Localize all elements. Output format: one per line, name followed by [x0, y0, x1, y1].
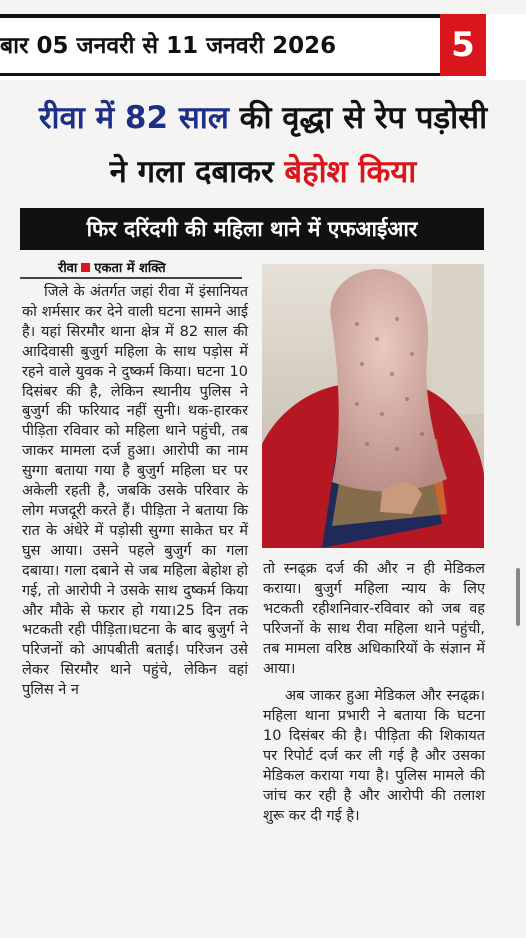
headline-highlight-red: बेहोश किया — [284, 154, 417, 190]
masthead-rule-top — [0, 14, 440, 18]
headline-text: ने गला दबाकर — [109, 154, 285, 190]
article-column-1 — [22, 283, 248, 701]
article-column-2 — [263, 560, 485, 827]
headline-line-1 — [0, 96, 526, 138]
byline-square-icon — [81, 263, 90, 272]
byline — [58, 258, 166, 276]
scrollbar[interactable] — [516, 568, 520, 626]
veiled-woman-photo-icon — [262, 264, 484, 548]
article-paragraph: जिले के अंतर्गत जहां रीवा में इंसानियत को शर्मसार कर देने वाली घटना सामने आई है। यहां सिरमौर थाना क्षेत्र में 82 साल की आदिवासी बुजुर्ग महिला के साथ पड़ोस में रहने वाले युवक ने दुष्कर्म किया। घटना 10 दिसंबर की है, लेकिन स्थानीय पुलिस ने बुजुर्ग की फरियाद नहीं सुनी। थक-हारकर पीड़िता रविवार को महिला थाने पहुंची, तब जाकर मामला दर्ज हुआ। आरोपी का नाम सुग्गा बताया गया है बुजुर्ग महिला घर पर अकेली रहती है, जबकि उसके परिवार के लोग मजदूरी करते हैं। पीड़िता ने बताया कि रात के अंधेरे में पड़ोसी सुग्गा साकेत घर में घुस आया। उसने पहले बुजुर्ग का गला दबाया। गला दबाने से जब महिला बेहोश हो गई, तो आरोपी ने उसके साथ दुष्कर्म किया और मौके से फरार हो गया।25 दिन तक भटकती रही पीड़िता।घटना के बाद बुजुर्ग ने परिजनों को आपबीती बताई। परिजन उसे लेकर सिरमौर थाने पहुंचे, लेकिन वहां पुलिस ने न — [22, 284, 248, 699]
article-paragraph: तो स्नढ्क्र दर्ज की और न ही मेडिकल कराया। बुजुर्ग महिला न्याय के लिए भटकती रहीशनिवार-रविवार को जब वह परिजनों के साथ रीवा महिला थाने पहुंची, तब मामला वरिष्ठ अधिकारियों के संज्ञान में आया। — [263, 561, 485, 677]
news-photo — [262, 264, 484, 548]
byline-rule — [20, 277, 242, 279]
masthead-rule-bottom — [0, 73, 440, 76]
headline-highlight-blue: रीवा में 82 साल — [38, 100, 229, 136]
headline-line-2 — [0, 150, 526, 192]
page-number-badge: 5 — [440, 14, 486, 76]
byline-outlet: एकता में शक्ति — [94, 261, 166, 276]
dateline: बार 05 जनवरी से 11 जनवरी 2026 — [0, 33, 337, 59]
article-paragraph: अब जाकर हुआ मेडिकल और स्नढ्क्र।महिला थाना प्रभारी ने बताया कि घटना 10 दिसंबर की है। पीड़िता की शिकायत पर रिपोर्ट दर्ज कर ली गई है और उसका मेडिकल कराया गया है। पुलिस मामले की जांच कर रही है और आरोपी की तलाश शुरू कर दी गई है। — [263, 688, 485, 824]
subheadline-bar: फिर दरिंदगी की महिला थाने में एफआईआर — [20, 208, 484, 250]
headline-text: की वृद्धा से रेप पड़ोसी — [228, 100, 488, 136]
byline-place: रीवा — [58, 261, 78, 276]
